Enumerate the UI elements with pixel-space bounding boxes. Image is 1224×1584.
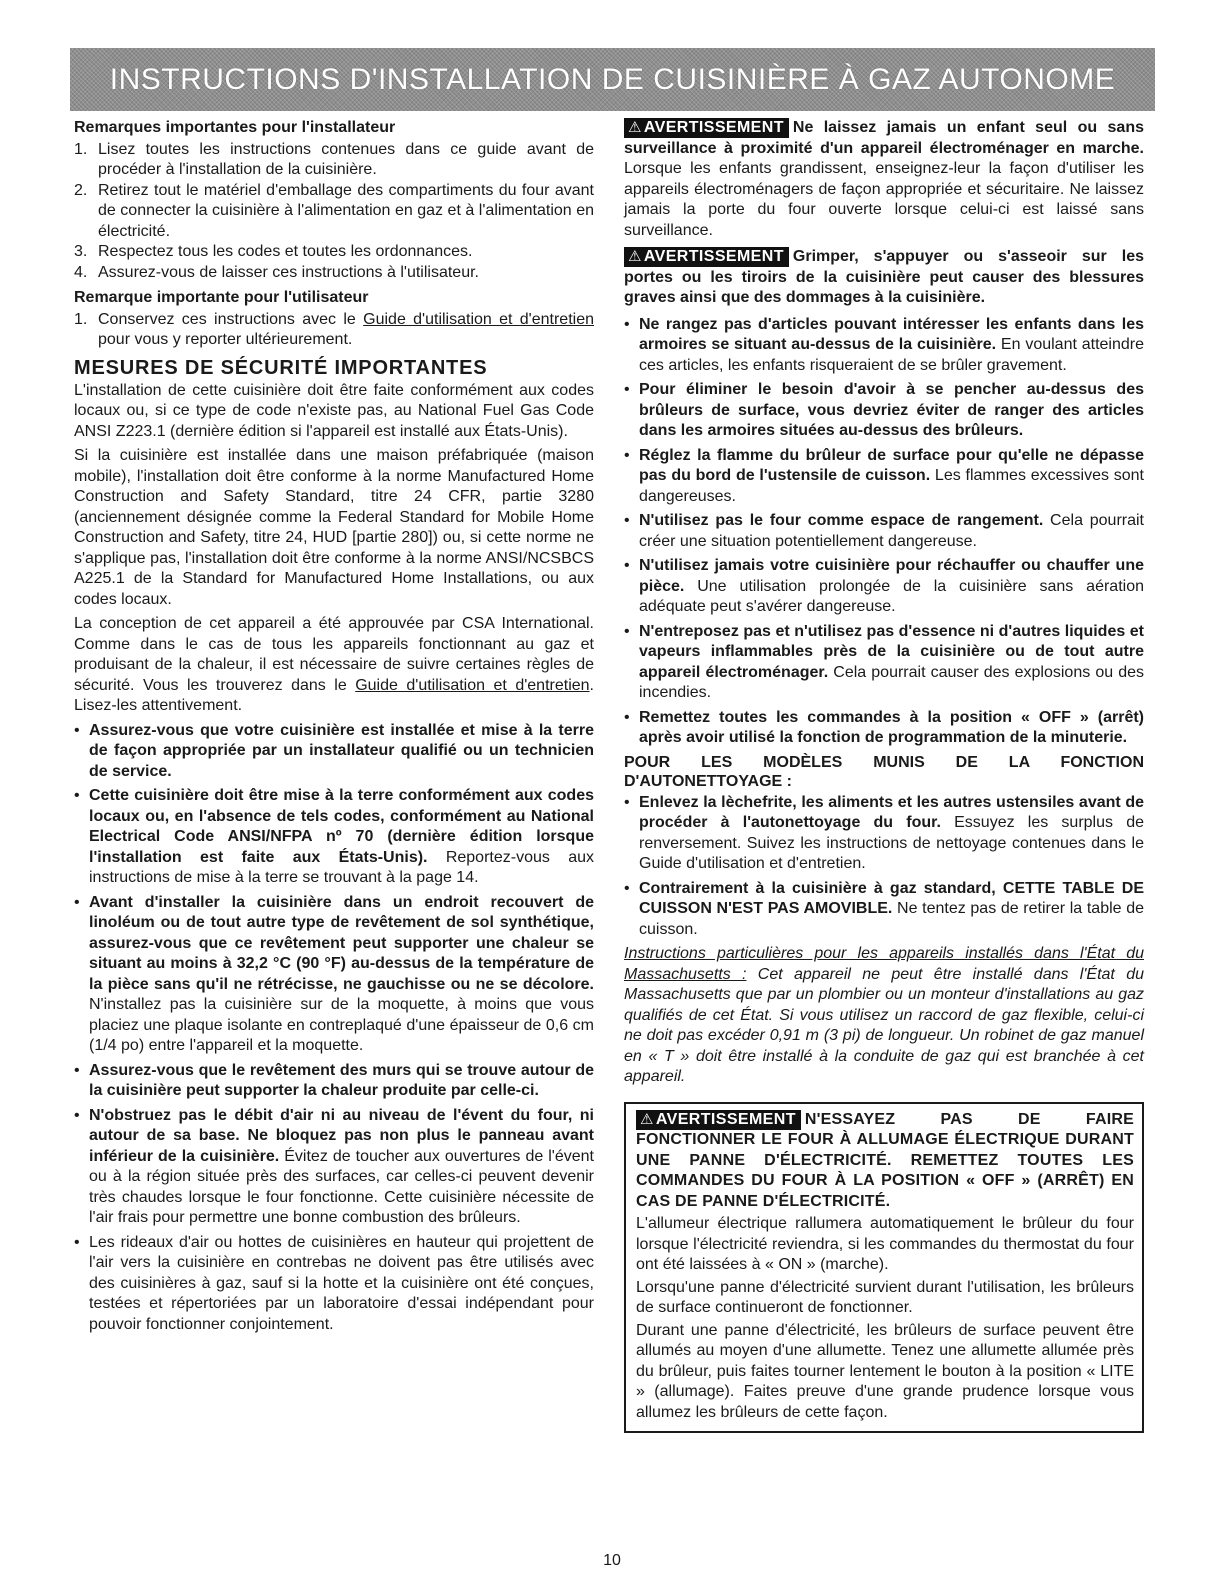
list-item: • N'entreposez pas et n'utilisez pas d'essence ni d'autres liquides et vapeurs inflammables près de la cuisinière ou de tout autre appareil électroménager. Cela pourrait causer des explosions ou des incendies. — [624, 622, 1144, 704]
paragraph: L'allumeur électrique rallumera automatiquement le brûleur du four lorsque l'électricité reviendra, si les commandes du thermostat du four ont été laissées à « ON » (marche). — [636, 1215, 1134, 1273]
left-column — [74, 118, 594, 1339]
list-item: • N'utilisez jamais votre cuisinière pour réchauffer ou chauffer une pièce. Une utilisation prolongée de la cuisinière sans aération adéquate peut s'avérer dangereuse. — [624, 556, 1144, 618]
warning-triangle-icon: ⚠ — [640, 1110, 654, 1128]
list-item: 1. Conservez ces instructions avec le Guide d'utilisation et d'entretien pour vous y reporter ultérieurement. — [74, 310, 595, 348]
warning-triangle-icon: ⚠ — [628, 119, 642, 136]
list-item: • Pour éliminer le besoin d'avoir à se pencher au-dessus des brûleurs de surface, vous devriez éviter de ranger des articles dans les armoires situées au-dessus des brûleurs. — [624, 380, 1144, 442]
warning-badge: ⚠ AVERTISSEMENT — [624, 247, 789, 267]
paragraph: La conception de cet appareil a été approuvée par CSA International. Comme dans le cas de tous les appareils fonctionnant au gaz et produisant de la chaleur, il est nécessaire de suivre certaines règles de sécurité. Vous les trouverez dans le Guide d'utilisation et d'entretien. Lisez-les attentivement. — [74, 615, 594, 714]
list-item: • Avant d'installer la cuisinière dans un endroit recouvert de linoléum ou de tout autre type de revêtement de sol synthétique, assurez-vous que ce revêtement peut supporter une chaleur se situant au moins à 32,2 °C (90 °F) au-dessus de la température de la pièce sans qu'il ne rétrécisse, ne gauchisse ou ne se décolore. N'installez pas la cuisinière sur de la moquette, à moins que vous placiez une plaque isolante en contreplaqué d'une épaisseur de 0,6 cm (1/4 po) entre l'appareil et la moquette. — [74, 893, 594, 1057]
warning-climbing: ⚠ AVERTISSEMENT Grimper, s'appuyer ou s'asseoir sur les portes ou les tiroirs de la cuisinière peut causer des blessures graves ainsi que des dommages à la cuisinière. — [624, 248, 1144, 306]
safety-bullet-list — [74, 721, 594, 1336]
paragraph: Si la cuisinière est installée dans une maison préfabriquée (maison mobile), l'installation doit être conforme à la norme Manufactured Home Construction and Safety Standard, titre 24 CFR, partie 3280 (anciennement désignée comme la Federal Standard for Mobile Home Construction and Safety, titre 24, HUD [partie 280]) ou, si cette norme ne s'applique pas, l'installation doit être conforme à la norme ANSI/NCSBCS A225.1 de la Standard for Manufactured Home Installations, ou aux codes locaux. — [74, 447, 594, 608]
self-clean-list — [624, 793, 1144, 941]
list-item: • Cette cuisinière doit être mise à la terre conformément aux codes locaux ou, en l'absence de tels codes, conformément au National Electrical Code ANSI/NFPA nº 70 (dernière édition lorsque l'installation est faite aux États-Unis). Reportez-vous aux instructions de mise à la terre se trouvant à la page 14. — [74, 786, 594, 889]
paragraph: Lorsqu'une panne d'électricité survient durant l'utilisation, les brûleurs de surface continueront de fonctionner. — [636, 1278, 1134, 1316]
massachusetts-note: Instructions particulières pour les appareils installés dans l'État du Massachusetts : Cet appareil ne peut être installé dans l'État du Massachusetts que par un plombier ou un monteur d'installations au gaz qualifiés de cet État. Si vous utilisez un raccord de gaz flexible, celui-ci ne doit pas excéder 0,91 m (3 pi) de longueur. Un robinet de gaz manuel en « T » doit être installé à la conduite de gaz qui est branchée à cet appareil. — [624, 945, 1144, 1085]
guide-reference: Guide d'utilisation et d'entretien — [355, 676, 590, 694]
list-item: • N'obstruez pas le débit d'air ni au niveau de l'évent du four, ni autour de sa base. Ne bloquez pas non plus le panneau avant inférieur de la cuisinière. Évitez de toucher aux ouvertures de l'évent ou à la région située près des surfaces, car celles-ci peuvent devenir très chaudes lorsque le four fonctionne. Cette cuisinière nécessite de l'air frais pour permettre une bonne combustion des brûleurs. — [74, 1106, 594, 1229]
list-item: • Enlevez la lèchefrite, les aliments et les autres ustensiles avant de procéder à l'autonettoyage du four. Essuyez les surplus de renversement. Suivez les instructions de nettoyage contenues dans le Guide d'utilisation et d'entretien. — [624, 793, 1144, 875]
list-item: 1. Lisez toutes les instructions contenues dans ce guide avant de procéder à l'installation de la cuisinière. — [74, 140, 594, 178]
list-item: 2. Retirez tout le matériel d'emballage des compartiments du four avant de connecter la cuisinière à l'alimentation en gaz et à l'alimentation en électricité. — [74, 181, 594, 240]
power-failure-warning-box — [624, 1102, 1144, 1434]
safety-section-title: MESURES DE SÉCURITÉ IMPORTANTES — [74, 356, 488, 379]
warning-triangle-icon: ⚠ — [628, 248, 642, 265]
warning-bullet-list — [624, 315, 1144, 749]
warning-badge: ⚠ AVERTISSEMENT — [636, 1110, 801, 1130]
guide-reference: Guide d'utilisation et d'entretien — [363, 310, 595, 328]
list-item: • Ne rangez pas d'articles pouvant intéresser les enfants dans les armoires se situant au-dessus de la cuisinière. En voulant atteindre ces articles, les enfants risqueraient de se brûler gravement. — [624, 315, 1144, 377]
list-item: • Les rideaux d'air ou hottes de cuisinières en hauteur qui projettent de l'air vers la cuisinière en contrebas ne doivent pas être utilisés avec des cuisinières à gaz, sauf si la hotte et la cuisinière ont été conçues, testées et répertoriées par un laboratoire d'essai indépendant pour pouvoir fonctionner conjointement. — [74, 1233, 594, 1336]
self-clean-title: POUR LES MODÈLES MUNIS DE LA FONCTION D'AUTONETTOYAGE : — [624, 753, 1144, 790]
power-failure-warning-head: ⚠ AVERTISSEMENT N'ESSAYEZ PAS DE FAIRE FONCTIONNER LE FOUR À ALLUMAGE ÉLECTRIQUE DURANT UNE PANNE D'ÉLECTRICITÉ. REMETTEZ TOUTES LES COMMANDES DU FOUR À LA POSITION « OFF » (ARRÊT) EN CAS DE PANNE D'ÉLECTRICITÉ. — [636, 1110, 1134, 1210]
user-note-title: Remarque importante pour l'utilisateur — [74, 289, 369, 306]
warning-children: ⚠ AVERTISSEMENT Ne laissez jamais un enfant seul ou sans surveillance à proximité d'un appareil électroménager en marche. Lorsque les enfants grandissent, enseignez-leur la façon d'utiliser les appareils électroménagers de façon appropriée et sécuritaire. Ne laissez jamais la porte du four ouverte lorsque celui-ci est laissé sans surveillance. — [624, 119, 1144, 239]
list-item: • Contrairement à la cuisinière à gaz standard, CETTE TABLE DE CUISSON N'EST PAS AMOVIBLE. Ne tentez pas de retirer la table de cuisson. — [624, 879, 1144, 941]
warning-badge: ⚠ AVERTISSEMENT — [624, 118, 789, 138]
title-banner — [70, 48, 1155, 111]
page-number: 10 — [603, 1552, 621, 1569]
right-column — [624, 118, 1144, 1433]
list-item: 4. Assurez-vous de laisser ces instructions à l'utilisateur. — [74, 263, 479, 281]
list-item: • Assurez-vous que le revêtement des murs qui se trouve autour de la cuisinière peut supporter la chaleur produite par celle-ci. — [74, 1061, 594, 1102]
list-item: 3. Respectez tous les codes et toutes les ordonnances. — [74, 243, 473, 260]
list-item: • Remettez toutes les commandes à la position « OFF » (arrêt) après avoir utilisé la fonction de programmation de la minuterie. — [624, 708, 1144, 749]
list-item: • N'utilisez pas le four comme espace de rangement. Cela pourrait créer une situation potentiellement dangereuse. — [624, 511, 1144, 552]
page-title: INSTRUCTIONS D'INSTALLATION DE CUISINIÈRE À GAZ AUTONOME — [109, 62, 1116, 96]
user-note-list — [74, 310, 594, 351]
installer-notes-title: Remarques importantes pour l'installateur — [74, 119, 396, 136]
paragraph: L'installation de cette cuisinière doit être faite conformément aux codes locaux ou, si ce type de code n'existe pas, au National Fuel Gas Code ANSI Z223.1 (dernière édition si l'appareil est installé aux États-Unis). — [74, 381, 594, 440]
list-item: • Réglez la flamme du brûleur de surface pour qu'elle ne dépasse pas du bord de l'ustensile de cuisson. Les flammes excessives sont dangereuses. — [624, 446, 1144, 508]
installer-notes-list — [74, 140, 594, 284]
list-item: • Assurez-vous que votre cuisinière est installée et mise à la terre de façon appropriée par un installateur qualifié ou un technicien de service. — [74, 721, 594, 783]
paragraph: Durant une panne d'électricité, les brûleurs de surface peuvent être allumés au moyen d'une allumette. Tenez une allumette allumée près du brûleur, puis faites tourner lentement le bouton à la position « LITE » (allumage). Faites preuve d'une grande prudence lorsque vous allumez les brûleurs de cette façon. — [636, 1321, 1134, 1421]
